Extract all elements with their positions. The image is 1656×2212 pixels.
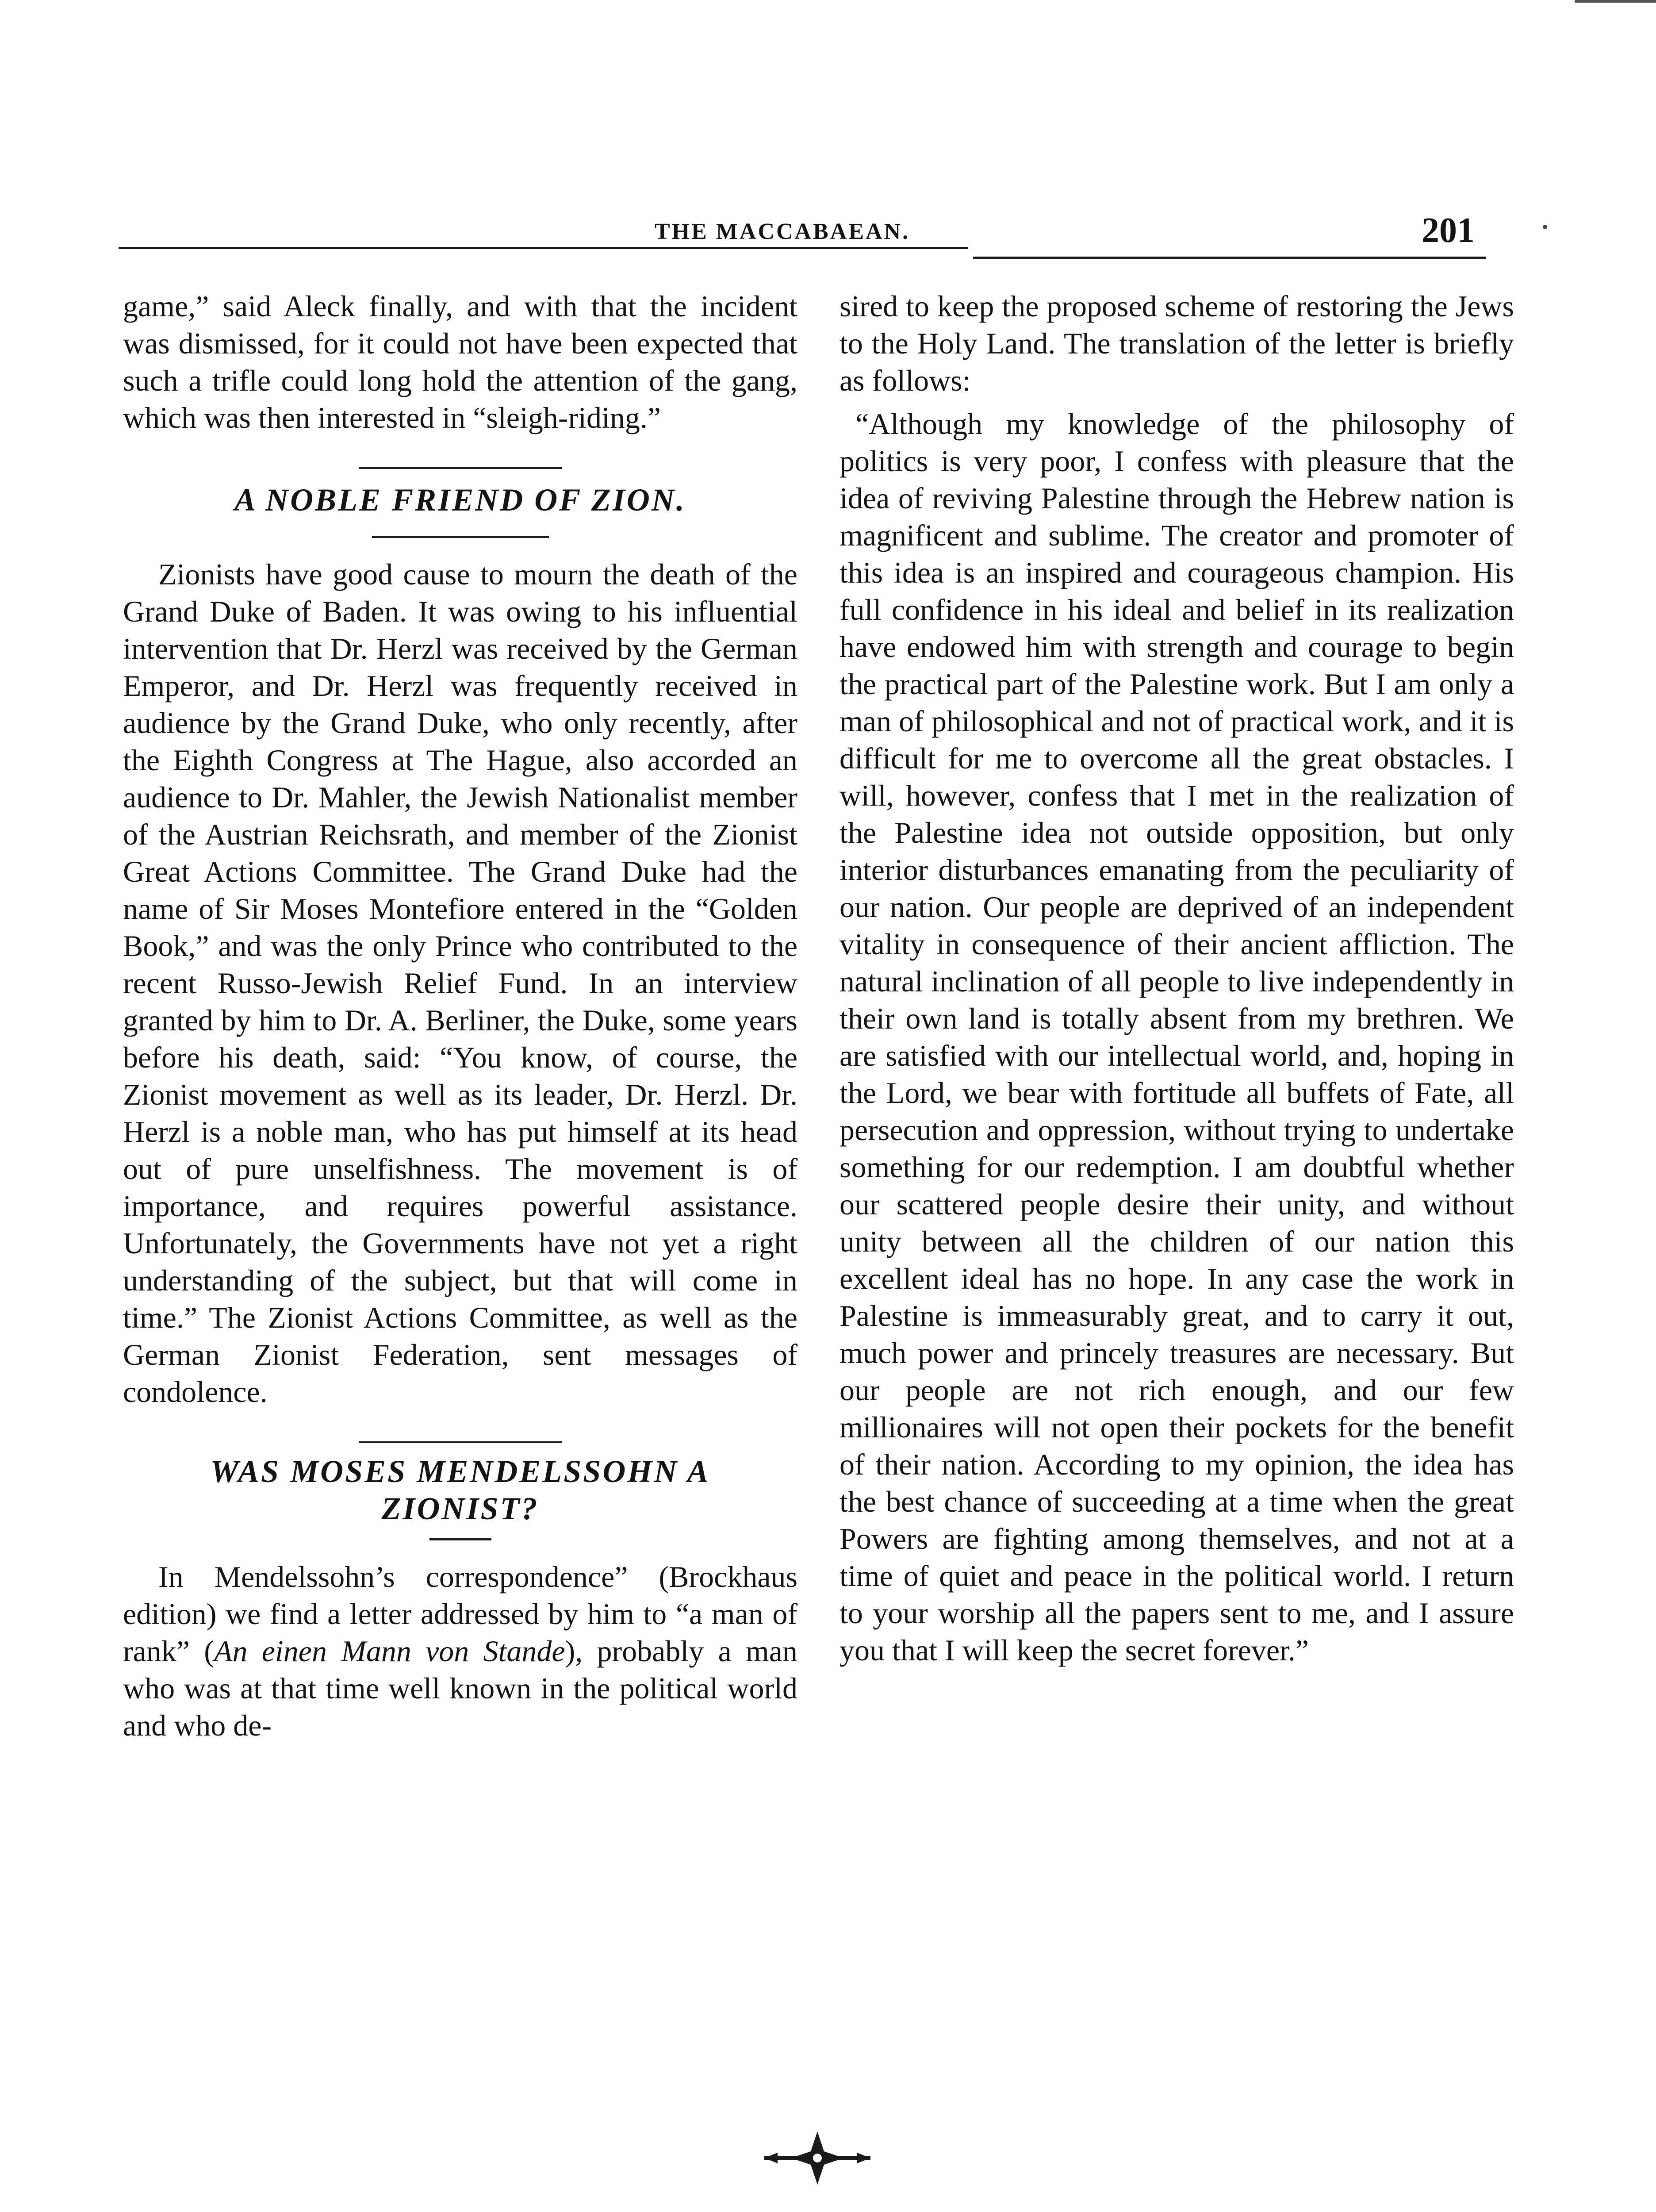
mendelssohn-text: In Mendelssohn’s correspondence” (Brockhaus edition) we find a letter addressed by him to “a man of rank” ( — [123, 1560, 797, 1668]
header-rule-left — [119, 247, 968, 249]
right-column — [840, 288, 1514, 1669]
running-head: THE MACCABAEAN. — [655, 219, 910, 244]
mendelssohn-text: ), probably a man who was at that time well known in the political world and who de- — [123, 1634, 797, 1742]
continuation-paragraph: sired to keep the proposed scheme of restoring the Jews to the Holy Land. The translation of the letter is briefly as follows: — [840, 289, 1514, 397]
noble-friend-paragraph: Zionists have good cause to mourn the death of the Grand Duke of Baden. It was owing to his influential intervention that Dr. Herzl was received by the German Emperor, and Dr. Herzl was frequently received in audience by the Grand Duke, who only recently, after the Eighth Congress at The Hague, also accorded an audience to Dr. Mahler, the Jewish Nationalist member of the Austrian Reichsrath, and member of the Zionist Great Actions Committee. The Grand Duke had the name of Sir Moses Montefiore entered in the “Golden Book,” and was the only Prince who contributed to the recent Russo-Jewish Relief Fund. In an interview granted by him to Dr. A. Berliner, the Duke, some years before his death, said: “You know, of course, the Zionist movement as well as its leader, Dr. Herzl. Dr. Herzl is a noble man, who has put himself at its head out of pure unselfishness. The movement is of importance, and requires powerful assistance. Unfortunately, the Governments have not yet a right understanding of the subject, but that will come in time.” The Zionist Actions Committee, as well as the German Zionist Federation, sent messages of condolence. — [123, 557, 797, 1409]
scan-speck — [1543, 225, 1547, 229]
section-title-mendelssohn — [123, 1453, 797, 1527]
intro-paragraph: game,” said Aleck finally, and with that the incident was dismissed, for it could not have been expected that such a trifle could long hold the attention of the gang, which was then interested in “sleigh-riding.” — [123, 289, 797, 434]
left-column — [123, 288, 797, 1744]
fleuron-ornament-icon — [760, 2127, 875, 2189]
section-title-line: ZIONIST? — [381, 1491, 539, 1526]
mendelssohn-paragraph — [123, 1558, 797, 1744]
scan-edge-mark — [1575, 0, 1656, 3]
letter-paragraph: “Although my knowledge of the philosophy of politics is very poor, I confess with pleasure that the idea of reviving Palestine through the Hebrew nation is magnificent and sublime. The creator and promoter of this idea is an inspired and courageous champion. His full confidence in his ideal and belief in its realization have endowed him with strength and courage to begin the practical part of the Palestine work. But I am only a man of philosophical and not of practical work, and it is difficult for me to overcome all the great obstacles. I will, however, confess that I met in the realization of the Palestine idea not outside opposition, but only interior disturbances emanating from the peculiarity of our nation. Our people are deprived of an independent vitality in consequence of their ancient affliction. The natural inclination of all people to live independently in their own land is totally absent from my brethren. We are satisfied with our intellectual world, and, hoping in the Lord, we bear with fortitude all buffets of Fate, all persecution and oppression, without trying to undertake something for our redemption. I am doubtful whether our scattered people desire their unity, and without unity between all the children of our nation this excellent ideal has no hope. In any case the work in Palestine is immeasurably great, and to carry it out, much power and princely treasures are necessary. But our people are not rich enough, and our few millionaires will not open their pockets for the benefit of their nation. According to my opinion, the idea has the best chance of succeeding at a time when the great Powers are fighting among themselves, and not at a time of quiet and peace in the political world. I return to your worship all the papers sent to me, and I assure you that I will keep the secret forever.” — [840, 407, 1514, 1667]
page-number: 201 — [1422, 211, 1475, 250]
section-title-noble-friend: A NOBLE FRIEND OF ZION. — [234, 482, 686, 518]
section-title-line: WAS MOSES MENDELSSOHN A — [210, 1454, 710, 1489]
german-phrase: An einen Mann von Stande — [214, 1634, 565, 1668]
header-rule-right — [973, 257, 1486, 259]
